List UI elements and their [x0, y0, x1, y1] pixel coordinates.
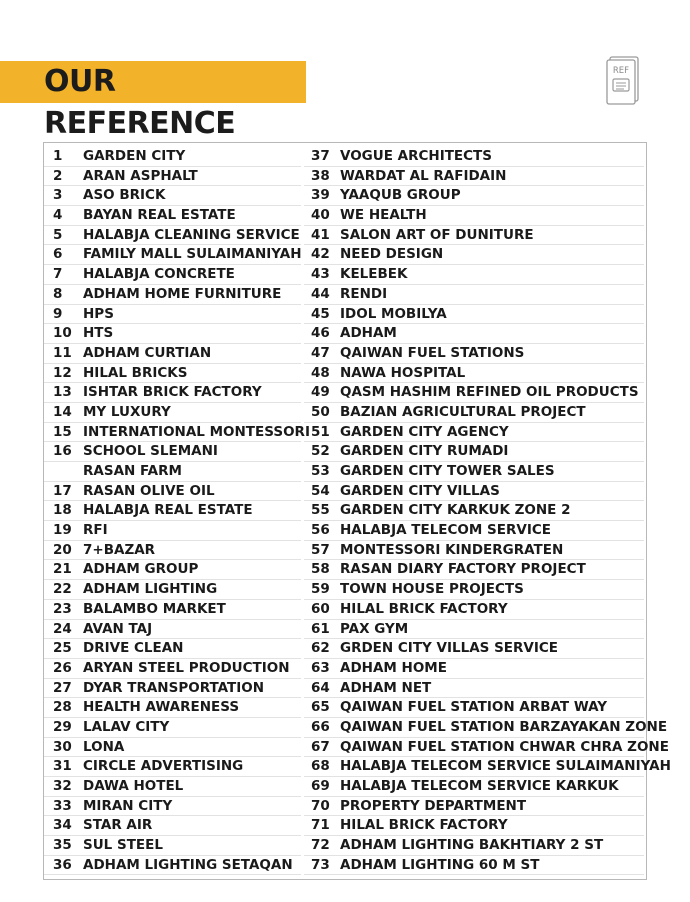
- reference-name: DYAR TRANSPORTATION: [83, 679, 265, 696]
- reference-number: 15: [53, 423, 72, 440]
- reference-name: AVAN TAJ: [83, 620, 153, 637]
- reference-row: [304, 580, 644, 600]
- reference-number: 33: [53, 797, 72, 814]
- reference-number: 21: [53, 561, 72, 578]
- reference-row: [304, 206, 644, 226]
- reference-number: 35: [53, 837, 72, 854]
- reference-name: SALON ART OF DUNITURE: [340, 226, 534, 243]
- reference-number: 59: [311, 581, 330, 598]
- reference-row: [304, 620, 644, 640]
- reference-number: 13: [53, 384, 72, 401]
- reference-row: [44, 344, 301, 364]
- reference-name: RASAN FARM: [83, 463, 182, 479]
- reference-number: 30: [53, 738, 72, 755]
- reference-row: [44, 738, 301, 758]
- reference-name: PROPERTY DEPARTMENT: [340, 797, 527, 814]
- reference-row: [44, 482, 301, 502]
- reference-number: 6: [53, 246, 63, 263]
- reference-name: HALABJA TELECOM SERVICE KARKUK: [340, 778, 619, 794]
- reference-row: [44, 305, 301, 325]
- reference-row: [44, 797, 301, 817]
- reference-row: [44, 265, 301, 285]
- reference-row: [304, 856, 644, 876]
- reference-number: 27: [53, 679, 72, 696]
- reference-name: GARDEN CITY VILLAS: [340, 482, 500, 499]
- reference-name: WE HEALTH: [340, 207, 427, 224]
- reference-number: 25: [53, 640, 72, 657]
- reference-number: 34: [53, 817, 72, 834]
- reference-number: 22: [53, 581, 72, 598]
- reference-name: NAWA HOSPITAL: [340, 364, 466, 381]
- reference-name: 7+BAZAR: [83, 541, 156, 558]
- reference-row: [44, 521, 301, 541]
- reference-row: [304, 718, 668, 738]
- reference-number: 73: [311, 856, 330, 873]
- reference-name: ISHTAR BRICK FACTORY: [83, 384, 262, 401]
- reference-number: 52: [311, 443, 330, 460]
- reference-row: [304, 560, 644, 580]
- reference-number: 54: [311, 482, 330, 499]
- reference-number: 29: [53, 718, 72, 735]
- reference-name: ADHAM NET: [340, 679, 432, 696]
- reference-number: 48: [311, 364, 330, 381]
- reference-row: [304, 836, 644, 856]
- reference-number: 7: [53, 266, 63, 283]
- reference-row: [304, 305, 644, 325]
- reference-name: GARDEN CITY AGENCY: [340, 423, 509, 440]
- reference-row: [44, 383, 301, 403]
- reference-name: HTS: [83, 325, 114, 342]
- reference-name: RFI: [83, 522, 108, 539]
- reference-name: ARAN ASPHALT: [83, 167, 198, 184]
- reference-name: QAIWAN FUEL STATION ARBAT WAY: [340, 699, 608, 716]
- reference-row: [304, 482, 644, 502]
- document-icon: [606, 56, 640, 106]
- reference-number: 18: [53, 502, 72, 519]
- reference-name: YAAQUB GROUP: [340, 187, 461, 204]
- reference-name: HPS: [83, 305, 114, 322]
- reference-name: QAIWAN FUEL STATION BARZAYAKAN ZONE: [340, 718, 668, 735]
- reference-number: 42: [311, 246, 330, 263]
- reference-number: 57: [311, 541, 330, 558]
- reference-name: HILAL BRICKS: [83, 364, 188, 381]
- reference-name: FAMILY MALL SULAIMANIYAH: [83, 246, 302, 263]
- reference-name: ADHAM: [340, 325, 397, 342]
- reference-row: [304, 738, 669, 758]
- reference-number: 8: [53, 285, 63, 302]
- reference-row: [304, 423, 644, 443]
- reference-row: [304, 501, 644, 521]
- reference-row: [304, 639, 644, 659]
- reference-row: [44, 364, 301, 384]
- reference-number: 26: [53, 659, 72, 676]
- reference-name: HALABJA CLEANING SERVICE: [83, 226, 300, 243]
- reference-row: [44, 167, 301, 187]
- reference-number: 14: [53, 403, 72, 420]
- reference-row: [304, 245, 644, 265]
- reference-row: [44, 541, 301, 561]
- reference-number: 45: [311, 305, 330, 322]
- reference-number: 3: [53, 187, 63, 204]
- page-title: OUR REFERENCE: [44, 64, 236, 141]
- reference-number: 36: [53, 856, 72, 873]
- reference-name: HALABJA CONCRETE: [83, 266, 235, 283]
- reference-number: 50: [311, 403, 330, 420]
- reference-row: [304, 147, 644, 167]
- reference-row: [44, 816, 301, 836]
- reference-row: [44, 206, 301, 226]
- reference-number: 2: [53, 167, 63, 184]
- reference-row: [304, 344, 644, 364]
- reference-row: [44, 226, 301, 246]
- reference-name: RASAN DIARY FACTORY PROJECT: [340, 561, 586, 578]
- reference-number: 4: [53, 207, 63, 224]
- reference-row: [44, 679, 301, 699]
- reference-name: HALABJA TELECOM SERVICE: [340, 522, 551, 539]
- reference-number: 67: [311, 738, 330, 755]
- reference-number: 5: [53, 226, 63, 243]
- reference-row: [304, 757, 671, 777]
- reference-number: 60: [311, 600, 330, 617]
- reference-name: LONA: [83, 738, 125, 755]
- reference-row: [304, 679, 644, 699]
- reference-number: 28: [53, 699, 72, 716]
- reference-name: ADHAM CURTIAN: [83, 344, 212, 361]
- reference-number: 69: [311, 778, 330, 794]
- reference-name: ADHAM GROUP: [83, 561, 199, 578]
- reference-number: 65: [311, 699, 330, 716]
- reference-name: GRDEN CITY VILLAS SERVICE: [340, 640, 559, 657]
- reference-number: 51: [311, 423, 330, 440]
- reference-name: STAR AIR: [83, 817, 153, 834]
- reference-row: [44, 186, 301, 206]
- reference-number: 12: [53, 364, 72, 381]
- reference-number: 64: [311, 679, 330, 696]
- reference-name: BAYAN REAL ESTATE: [83, 207, 236, 224]
- reference-row: [44, 501, 301, 521]
- reference-row: [304, 265, 644, 285]
- reference-number: 63: [311, 659, 330, 676]
- reference-number: 61: [311, 620, 330, 637]
- reference-row: [304, 324, 644, 344]
- reference-number: 56: [311, 522, 330, 539]
- reference-name: CIRCLE ADVERTISING: [83, 758, 244, 775]
- reference-name: BALAMBO MARKET: [83, 600, 226, 617]
- reference-name: HALABJA REAL ESTATE: [83, 502, 253, 519]
- reference-row: [44, 620, 301, 640]
- reference-name: ARYAN STEEL PRODUCTION: [83, 659, 290, 676]
- reference-number: 49: [311, 384, 330, 401]
- reference-row: [44, 147, 301, 167]
- reference-name: MY LUXURY: [83, 403, 171, 420]
- reference-name: VOGUE ARCHITECTS: [340, 148, 492, 164]
- ref-icon-label: REF: [612, 66, 630, 76]
- reference-row: [304, 541, 644, 561]
- reference-row: [304, 659, 644, 679]
- reference-name: RASAN OLIVE OIL: [83, 482, 215, 499]
- reference-name: HEALTH AWARENESS: [83, 699, 240, 716]
- reference-name: SUL STEEL: [83, 837, 163, 854]
- reference-row: [304, 226, 644, 246]
- reference-row: [304, 797, 644, 817]
- reference-name: ADHAM LIGHTING SETAQAN: [83, 856, 293, 873]
- reference-number: 46: [311, 325, 330, 342]
- reference-row: [304, 521, 644, 541]
- reference-number: 47: [311, 344, 330, 361]
- reference-name: NEED DESIGN: [340, 246, 444, 263]
- reference-name: LALAV CITY: [83, 718, 170, 735]
- reference-number: 20: [53, 541, 72, 558]
- reference-row: [44, 757, 301, 777]
- reference-name: ADHAM HOME FURNITURE: [83, 285, 282, 302]
- reference-row: [44, 659, 301, 679]
- reference-name: ADHAM LIGHTING BAKHTIARY 2 ST: [340, 837, 604, 854]
- reference-number: 23: [53, 600, 72, 617]
- reference-number: 55: [311, 502, 330, 519]
- reference-row: [44, 639, 301, 659]
- reference-number: 17: [53, 482, 72, 499]
- reference-name: GARDEN CITY: [83, 148, 186, 164]
- reference-number: 58: [311, 561, 330, 578]
- reference-name: DAWA HOTEL: [83, 778, 184, 794]
- reference-row: [44, 285, 301, 305]
- reference-number: 66: [311, 718, 330, 735]
- reference-name: ASO BRICK: [83, 187, 166, 204]
- reference-number: 11: [53, 344, 72, 361]
- reference-number: 38: [311, 167, 330, 184]
- reference-name: GARDEN CITY KARKUK ZONE 2: [340, 502, 571, 519]
- title-banner: [0, 61, 306, 141]
- reference-number: 19: [53, 522, 72, 539]
- reference-row: [304, 442, 644, 462]
- reference-number: 41: [311, 226, 330, 243]
- reference-row: [44, 245, 301, 265]
- reference-number: 62: [311, 640, 330, 657]
- reference-row: [44, 836, 301, 856]
- reference-column-right: [304, 147, 671, 875]
- reference-name: TOWN HOUSE PROJECTS: [340, 581, 524, 598]
- reference-number: 39: [311, 187, 330, 204]
- reference-number: 40: [311, 207, 330, 224]
- reference-number: 72: [311, 837, 330, 854]
- reference-row: [304, 383, 644, 403]
- reference-name: HALABJA TELECOM SERVICE SULAIMANIYAH: [340, 758, 671, 775]
- reference-name: KELEBEK: [340, 266, 408, 283]
- reference-name: QAIWAN FUEL STATIONS: [340, 344, 525, 361]
- reference-name: DRIVE CLEAN: [83, 640, 184, 657]
- reference-name: HILAL BRICK FACTORY: [340, 817, 508, 834]
- reference-name: PAX GYM: [340, 620, 409, 637]
- reference-name: GARDEN CITY TOWER SALES: [340, 463, 555, 479]
- reference-row: [44, 462, 301, 482]
- reference-name: HILAL BRICK FACTORY: [340, 600, 508, 617]
- reference-number: 44: [311, 285, 330, 302]
- reference-row: [44, 856, 301, 876]
- reference-number: 37: [311, 148, 330, 164]
- reference-name: ADHAM HOME: [340, 659, 447, 676]
- reference-number: 71: [311, 817, 330, 834]
- reference-number: 53: [311, 463, 330, 479]
- reference-number: 16: [53, 443, 72, 460]
- reference-name: QAIWAN FUEL STATION CHWAR CHRA ZONE: [340, 738, 669, 755]
- reference-row: [304, 462, 644, 482]
- reference-row: [304, 698, 644, 718]
- reference-number: 68: [311, 758, 330, 775]
- reference-row: [304, 186, 644, 206]
- reference-number: 43: [311, 266, 330, 283]
- reference-name: ADHAM LIGHTING: [83, 581, 218, 598]
- reference-number: 24: [53, 620, 72, 637]
- reference-row: [44, 718, 301, 738]
- reference-row: [304, 600, 644, 620]
- reference-name: MIRAN CITY: [83, 797, 173, 814]
- reference-name: SCHOOL SLEMANI: [83, 443, 218, 460]
- reference-row: [44, 442, 301, 462]
- reference-number: 70: [311, 797, 330, 814]
- reference-row: [304, 777, 644, 797]
- reference-row: [44, 580, 301, 600]
- reference-row: [44, 560, 301, 580]
- reference-name: RENDI: [340, 285, 388, 302]
- reference-name: QASM HASHIM REFINED OIL PRODUCTS: [340, 384, 639, 401]
- reference-row: [44, 600, 301, 620]
- reference-column-left: [44, 147, 310, 875]
- reference-table: [43, 142, 671, 880]
- reference-name: GARDEN CITY RUMADI: [340, 443, 509, 460]
- reference-row: [44, 698, 301, 718]
- reference-row: [304, 167, 644, 187]
- reference-row: [44, 324, 301, 344]
- reference-row: [304, 816, 644, 836]
- reference-name: INTERNATIONAL MONTESSORI: [83, 423, 310, 440]
- reference-row: [304, 285, 644, 305]
- reference-number: 10: [53, 325, 72, 342]
- reference-row: [44, 403, 301, 423]
- reference-row: [44, 777, 301, 797]
- reference-name: IDOL MOBILYA: [340, 305, 447, 322]
- reference-number: 9: [53, 305, 63, 322]
- reference-row: [304, 364, 644, 384]
- reference-number: 31: [53, 758, 72, 775]
- reference-name: WARDAT AL RAFIDAIN: [340, 167, 507, 184]
- reference-row: [304, 403, 644, 423]
- reference-name: ADHAM LIGHTING 60 M ST: [340, 856, 540, 873]
- reference-number: 32: [53, 778, 72, 794]
- reference-number: 1: [53, 148, 63, 164]
- reference-row: [44, 423, 310, 443]
- reference-name: MONTESSORI KINDERGRATEN: [340, 541, 564, 558]
- reference-name: BAZIAN AGRICULTURAL PROJECT: [340, 403, 586, 420]
